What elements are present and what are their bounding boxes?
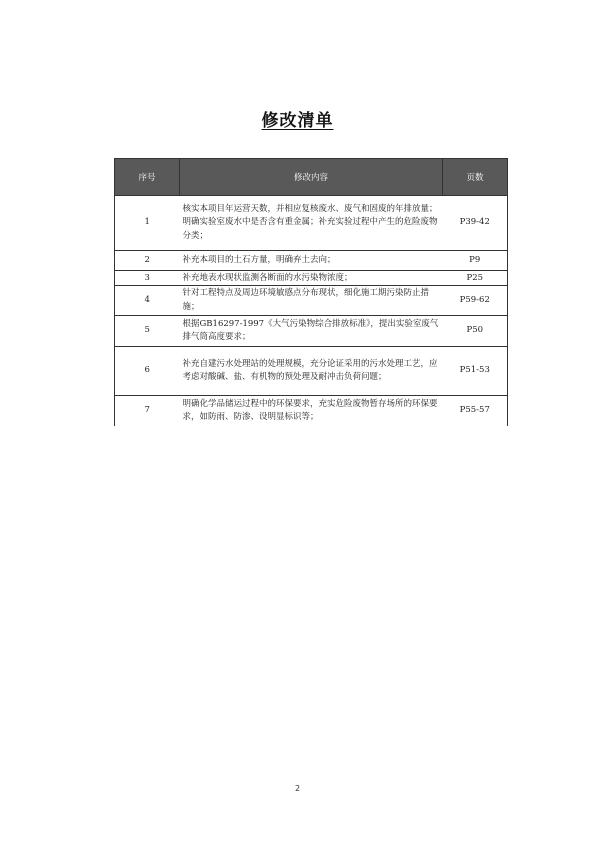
row-page: P25 (443, 271, 508, 286)
row-number: 7 (115, 396, 180, 427)
row-content: 针对工程特点及周边环境敏感点分布现状，细化施工期污染防止措施； (180, 286, 443, 316)
table-row (115, 347, 508, 396)
row-page: P50 (443, 316, 508, 347)
row-content: 补充地表水现状监测各断面的水污染物浓度； (180, 271, 443, 286)
row-page: P9 (443, 251, 508, 271)
row-content: 补充自建污水处理站的处理规模，充分论证采用的污水处理工艺，应考虑对酸碱、盐、有机物的预处理及耐冲击负荷问题； (180, 347, 443, 396)
document-title: 修改清单 (261, 111, 334, 131)
page-number: 2 (294, 784, 301, 793)
table-row (115, 286, 508, 316)
row-number: 4 (115, 286, 180, 316)
table-row (115, 251, 508, 271)
row-number: 2 (115, 251, 180, 271)
table-row (115, 196, 508, 251)
row-number: 3 (115, 271, 180, 286)
header-content: 修改内容 (180, 159, 443, 196)
row-content: 明确化学品储运过程中的环保要求，充实危险废物暂存场所的环保要求，如防雨、防渗、设明显标识等； (180, 396, 443, 427)
row-page: P59-62 (443, 286, 508, 316)
row-page: P39-42 (443, 196, 508, 251)
table-row (115, 316, 508, 347)
row-page: P55-57 (443, 396, 508, 427)
revision-table (114, 158, 508, 426)
row-number: 6 (115, 347, 180, 396)
row-number: 5 (115, 316, 180, 347)
row-content: 根据GB16297-1997《大气污染物综合排放标准》，提出实验室废气排气筒高度要求； (180, 316, 443, 347)
row-content: 补充本项目的土石方量，明确弃土去向； (180, 251, 443, 271)
table-row (115, 396, 508, 427)
table-row (115, 271, 508, 286)
row-content: 核实本项目年运营天数，并相应复核废水、废气和固废的年排放量；明确实验室废水中是否含有重金属；补充实验过程中产生的危险废物分类； (180, 196, 443, 251)
row-number: 1 (115, 196, 180, 251)
header-no: 序号 (115, 159, 180, 196)
row-page: P51-53 (443, 347, 508, 396)
header-page: 页数 (443, 159, 508, 196)
table-header-row (115, 159, 508, 196)
